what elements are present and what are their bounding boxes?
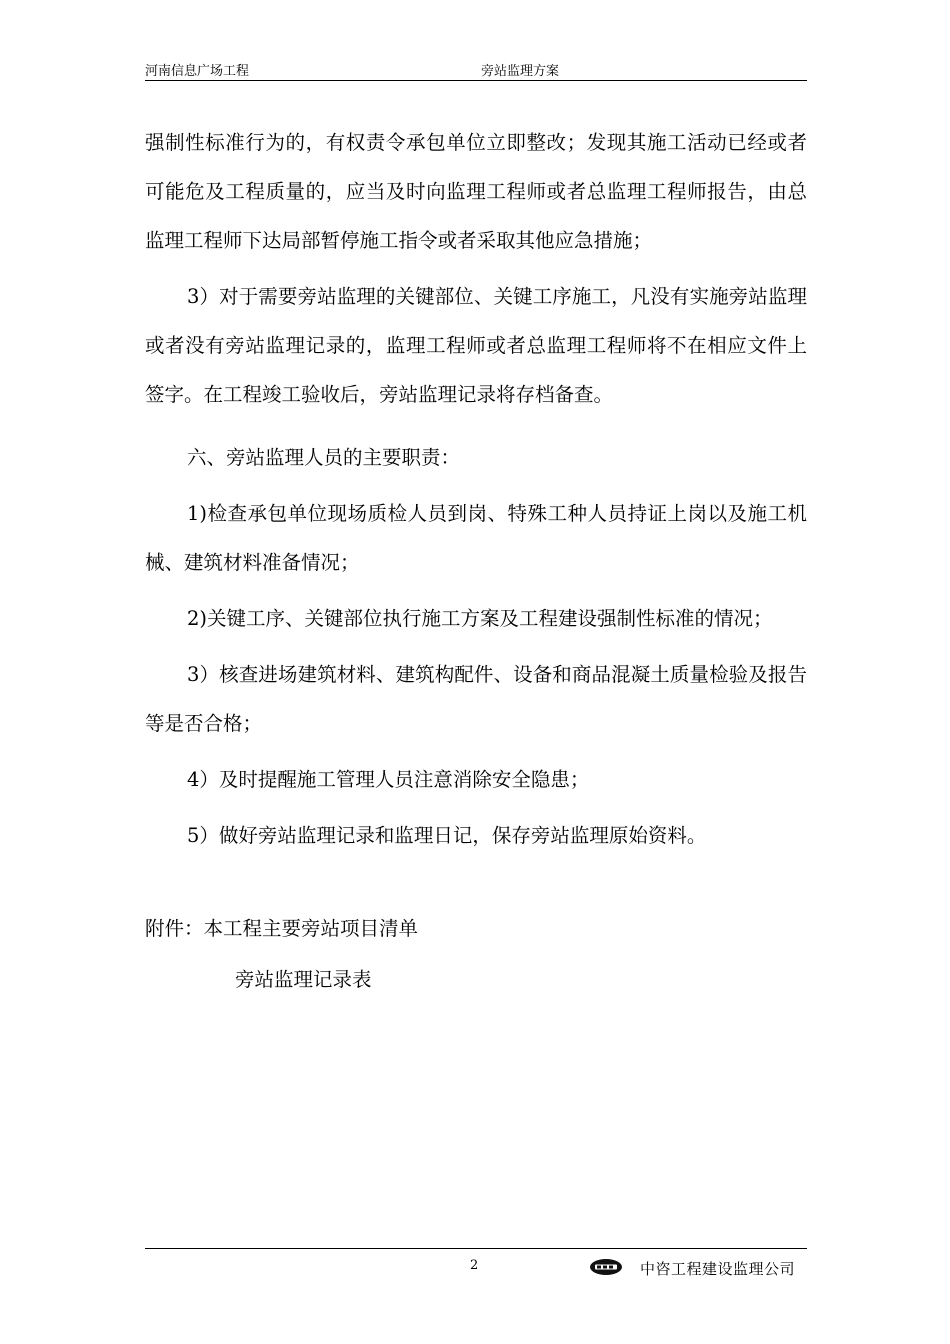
company-logo-icon <box>589 1258 623 1276</box>
attachment-line-2: 旁站监理记录表 <box>235 968 372 991</box>
attachment-line-1: 附件：本工程主要旁站项目清单 <box>145 917 419 940</box>
document-body <box>145 118 807 1004</box>
page-number: 2 <box>470 1258 479 1273</box>
page-header <box>145 62 807 82</box>
duty-item-5: 5）做好旁站监理记录和监理日记，保存旁站监理原始资料。 <box>187 824 707 847</box>
duty-item-2: 2)关键工序、关键部位执行施工方案及工程建设强制性标准的情况； <box>187 607 773 630</box>
section-heading-duties: 六、旁站监理人员的主要职责： <box>187 446 461 469</box>
duty-item-1: 1)检查承包单位现场质检人员到岗、特殊工种人员持证上岗以及施工机械、建筑材料准备情况； <box>145 502 807 574</box>
header-divider <box>145 80 807 81</box>
paragraph-continuation: 强制性标准行为的，有权责令承包单位立即整改；发现其施工活动已经或者可能危及工程质量的，应当及时向监理工程师或者总监理工程师报告，由总监理工程师下达局部暂停施工指令或者采取其他应急措施； <box>145 131 807 252</box>
footer-divider <box>145 1248 807 1249</box>
company-name: 中咨工程建设监理公司 <box>640 1260 796 1278</box>
duty-item-3: 3）核查进场建筑材料、建筑构配件、设备和商品混凝土质量检验及报告等是否合格； <box>145 663 807 735</box>
duty-item-4: 4）及时提醒施工管理人员注意消除安全隐患； <box>187 768 590 791</box>
paragraph-item-3: 3）对于需要旁站监理的关键部位、关键工序施工，凡没有实施旁站监理或者没有旁站监理记录的，监理工程师或者总监理工程师将不在相应文件上签字。在工程竣工验收后，旁站监理记录将存档备查。 <box>145 285 807 406</box>
header-project-name: 河南信息广场工程 <box>145 64 250 79</box>
header-document-title: 旁站监理方案 <box>481 64 560 79</box>
